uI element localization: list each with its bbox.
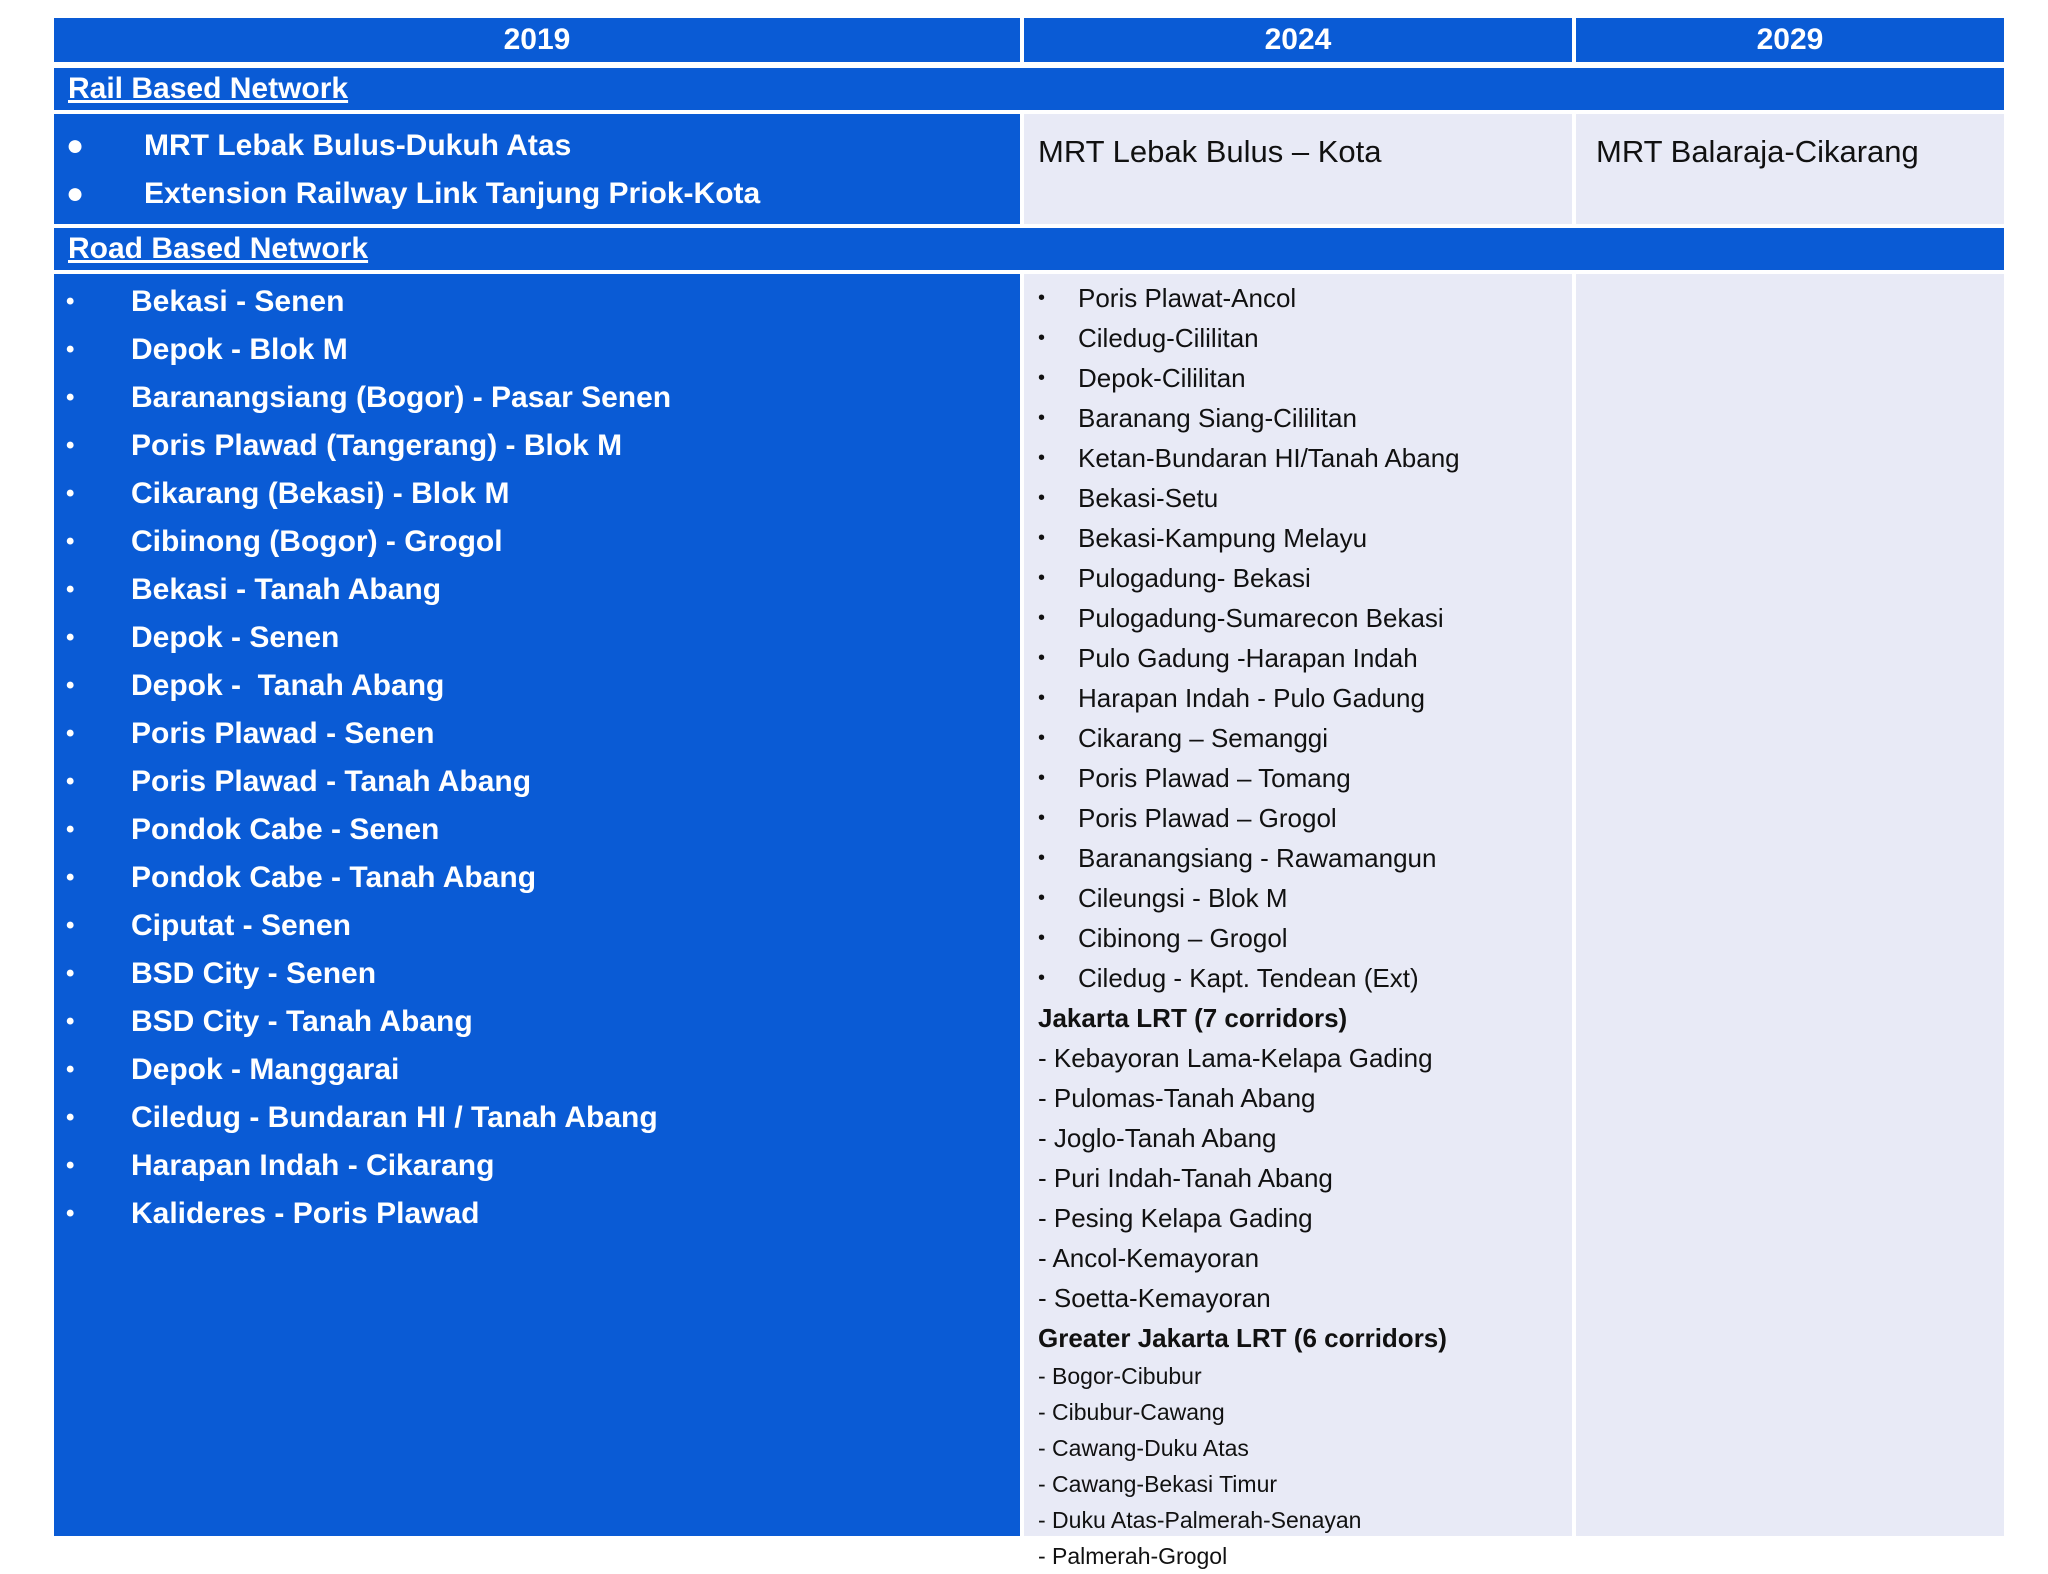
list-item: • Cikarang (Bekasi) - Blok M: [54, 470, 1020, 518]
list-item: ● MRT Lebak Bulus-Dukuh Atas: [54, 122, 1020, 170]
header-2024: 2024: [1024, 18, 1572, 62]
list-item: - Joglo-Tanah Abang: [1038, 1123, 1277, 1153]
list-item: - Duku Atas-Palmerah-Senayan: [1038, 1507, 1362, 1533]
rail-2024-text: MRT Lebak Bulus – Kota: [1038, 134, 1382, 169]
road-section-title: Road Based Network: [54, 228, 2004, 270]
header-2029: 2029: [1576, 18, 2004, 62]
bullet-icon: •: [66, 432, 75, 459]
list-item: • Poris Plawat-Ancol: [1038, 278, 1572, 318]
list-item: • Harapan Indah - Pulo Gadung: [1038, 678, 1572, 718]
bullet-icon: •: [1038, 487, 1046, 509]
bullet-icon: •: [66, 1200, 75, 1227]
bullet-icon: •: [1038, 927, 1046, 949]
road-2019-cell: [54, 274, 1020, 1536]
list-item: • Cileungsi - Blok M: [1038, 878, 1572, 918]
list-item: • Ciledug - Bundaran HI / Tanah Abang: [54, 1094, 1020, 1142]
list-item: • Bekasi-Setu: [1038, 478, 1572, 518]
list-item: - Ancol-Kemayoran: [1038, 1243, 1260, 1273]
list-item: • Poris Plawad – Grogol: [1038, 798, 1572, 838]
greater-jakarta-lrt-list: [1038, 1358, 1572, 1574]
bullet-icon: •: [66, 720, 75, 747]
list-item: • Poris Plawad – Tomang: [1038, 758, 1572, 798]
rail-2019-cell: [54, 114, 1020, 224]
list-item: - Palmerah-Grogol: [1038, 1543, 1228, 1569]
rail-2024-cell: [1024, 114, 1572, 224]
list-item: - Cawang-Bekasi Timur: [1038, 1471, 1278, 1497]
bullet-icon: •: [66, 288, 75, 315]
bullet-icon: •: [1038, 887, 1046, 909]
greater-jakarta-lrt-heading: Greater Jakarta LRT (6 corridors): [1038, 1323, 1447, 1353]
bullet-icon: •: [1038, 287, 1046, 309]
bullet-icon: •: [1038, 727, 1046, 749]
list-item: • Cikarang – Semanggi: [1038, 718, 1572, 758]
bullet-icon: •: [66, 768, 75, 795]
road-2024-cell: [1024, 274, 1572, 1569]
bullet-icon: •: [66, 528, 75, 555]
road-2024-list: [1038, 278, 1572, 998]
bullet-icon: •: [1038, 607, 1046, 629]
bullet-icon: •: [66, 1056, 75, 1083]
list-item: • Ciledug - Kapt. Tendean (Ext): [1038, 958, 1572, 998]
rail-2019-list: [54, 122, 1020, 218]
list-item: • BSD City - Tanah Abang: [54, 998, 1020, 1046]
list-item: • Ketan-Bundaran HI/Tanah Abang: [1038, 438, 1572, 478]
bullet-icon: ●: [66, 129, 85, 162]
list-item: • Baranangsiang (Bogor) - Pasar Senen: [54, 374, 1020, 422]
bullet-icon: •: [1038, 807, 1046, 829]
list-item: • BSD City - Senen: [54, 950, 1020, 998]
list-item: • Cibinong – Grogol: [1038, 918, 1572, 958]
bullet-icon: •: [66, 624, 75, 651]
bullet-icon: •: [66, 384, 75, 411]
jakarta-lrt-list: [1038, 1038, 1572, 1318]
list-item: • Bekasi - Senen: [54, 278, 1020, 326]
bullet-icon: •: [66, 672, 75, 699]
bullet-icon: •: [66, 1008, 75, 1035]
rail-section-title: Rail Based Network: [54, 68, 2004, 110]
list-item: • Pulogadung- Bekasi: [1038, 558, 1572, 598]
list-item: • Cibinong (Bogor) - Grogol: [54, 518, 1020, 566]
list-item: • Pondok Cabe - Senen: [54, 806, 1020, 854]
list-item: - Cibubur-Cawang: [1038, 1399, 1225, 1425]
bullet-icon: •: [1038, 687, 1046, 709]
road-2029-cell: [1576, 274, 2004, 1536]
list-item: • Baranang Siang-Cililitan: [1038, 398, 1572, 438]
bullet-icon: •: [1038, 447, 1046, 469]
list-item: • Harapan Indah - Cikarang: [54, 1142, 1020, 1190]
list-item: • Depok - Senen: [54, 614, 1020, 662]
list-item: • Baranangsiang - Rawamangun: [1038, 838, 1572, 878]
list-item: - Pesing Kelapa Gading: [1038, 1203, 1313, 1233]
list-item: - Cawang-Duku Atas: [1038, 1435, 1249, 1461]
list-item: • Pulo Gadung -Harapan Indah: [1038, 638, 1572, 678]
list-item: • Depok - Manggarai: [54, 1046, 1020, 1094]
bullet-icon: •: [66, 960, 75, 987]
list-item: - Bogor-Cibubur: [1038, 1363, 1202, 1389]
bullet-icon: •: [1038, 367, 1046, 389]
bullet-icon: •: [1038, 767, 1046, 789]
list-item: • Bekasi - Tanah Abang: [54, 566, 1020, 614]
header-2019: 2019: [54, 18, 1020, 62]
list-item: • Poris Plawad - Senen: [54, 710, 1020, 758]
bullet-icon: •: [1038, 647, 1046, 669]
bullet-icon: •: [1038, 327, 1046, 349]
list-item: • Depok-Cililitan: [1038, 358, 1572, 398]
road-2019-list: [54, 278, 1020, 1238]
bullet-icon: ●: [66, 177, 85, 210]
list-item: - Soetta-Kemayoran: [1038, 1283, 1271, 1313]
bullet-icon: •: [66, 576, 75, 603]
list-item: • Bekasi-Kampung Melayu: [1038, 518, 1572, 558]
list-item: ● Extension Railway Link Tanjung Priok-Kota: [54, 170, 1020, 218]
jakarta-lrt-heading: Jakarta LRT (7 corridors): [1038, 1003, 1348, 1033]
list-item: - Kebayoran Lama-Kelapa Gading: [1038, 1043, 1433, 1073]
list-item: • Kalideres - Poris Plawad: [54, 1190, 1020, 1238]
list-item: - Pulomas-Tanah Abang: [1038, 1083, 1316, 1113]
bullet-icon: •: [66, 336, 75, 363]
rail-2029-cell: [1576, 114, 2004, 224]
bullet-icon: •: [66, 1104, 75, 1131]
rail-2029-text: MRT Balaraja-Cikarang: [1596, 134, 1919, 169]
list-item: • Poris Plawad - Tanah Abang: [54, 758, 1020, 806]
list-item: - Puri Indah-Tanah Abang: [1038, 1163, 1333, 1193]
bullet-icon: •: [1038, 967, 1046, 989]
list-item: • Pulogadung-Sumarecon Bekasi: [1038, 598, 1572, 638]
list-item: • Pondok Cabe - Tanah Abang: [54, 854, 1020, 902]
bullet-icon: •: [1038, 567, 1046, 589]
bullet-icon: •: [1038, 527, 1046, 549]
bullet-icon: •: [66, 912, 75, 939]
bullet-icon: •: [1038, 407, 1046, 429]
list-item: • Ciputat - Senen: [54, 902, 1020, 950]
list-item: • Depok - Tanah Abang: [54, 662, 1020, 710]
list-item: • Poris Plawad (Tangerang) - Blok M: [54, 422, 1020, 470]
bullet-icon: •: [66, 864, 75, 891]
bullet-icon: •: [66, 816, 75, 843]
bullet-icon: •: [66, 1152, 75, 1179]
bullet-icon: •: [66, 480, 75, 507]
list-item: • Ciledug-Cililitan: [1038, 318, 1572, 358]
bullet-icon: •: [1038, 847, 1046, 869]
list-item: • Depok - Blok M: [54, 326, 1020, 374]
